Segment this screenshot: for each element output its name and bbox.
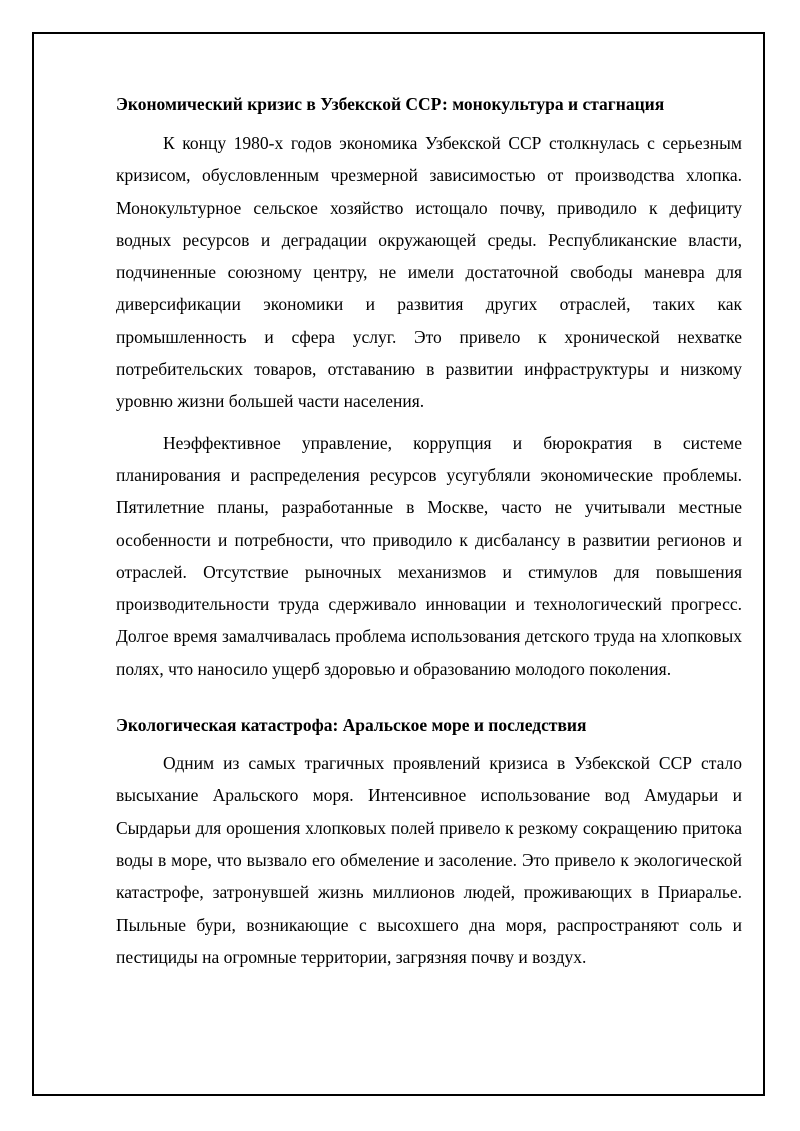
paragraph-economic-crisis-1: К концу 1980-х годов экономика Узбекской ССР столкнулась с серьезным кризисом, обусловленным чрезмерной зависимостью от производства хлопка. Монокультурное сельское хозяйство истощало почву, приводило к дефициту водных ресурсов и деградации окружающей среды. Республиканские власти, подчиненные союзному центру, не имели достаточной свободы маневра для диверсификации экономики и развития других отраслей, таких как промышленность и сфера услуг. Это привело к хронической нехватке потребительских товаров, отставанию в развитии инфраструктуры и низкому уровню жизни большей части населения. [116,133,742,412]
paragraph-economic-crisis-2: Неэффективное управление, коррупция и бюрократия в системе планирования и распределения ресурсов усугубляли экономические проблемы. Пятилетние планы, разработанные в Москве, часто не учитывали местные особенности и потребности, что приводило к дисбалансу в развитии регионов и отраслей. Отсутствие рыночных механизмов и стимулов для повышения производительности труда сдерживало инновации и технологический прогресс. Долгое время замалчивалась проблема использования детского труда на хлопковых полях, что наносило ущерб здоровью и образованию молодого поколения. [116,432,742,679]
paragraph-aral-sea-1: Одним из самых трагичных проявлений кризиса в Узбекской ССР стало высыхание Аральского моря. Интенсивное использование вод Амударьи и Сырдарьи для орошения хлопковых полей привело к резкому сокращению притока воды в море, что вызвало его обмеление и засоление. Это привело к экологической катастрофе, затронувшей жизнь миллионов людей, проживающих в Приаралье. Пыльные бури, возникающие с высохшего дна моря, распространяют соль и пестициды на огромные территории, загрязняя почву и воздух. [116,753,742,967]
section-heading-economic-crisis: Экономический кризис в Узбекской ССР: монокультура и стагнация [116,94,665,114]
section-heading-aral-sea: Экологическая катастрофа: Аральское море и последствия [116,715,587,736]
document-body [116,92,742,982]
